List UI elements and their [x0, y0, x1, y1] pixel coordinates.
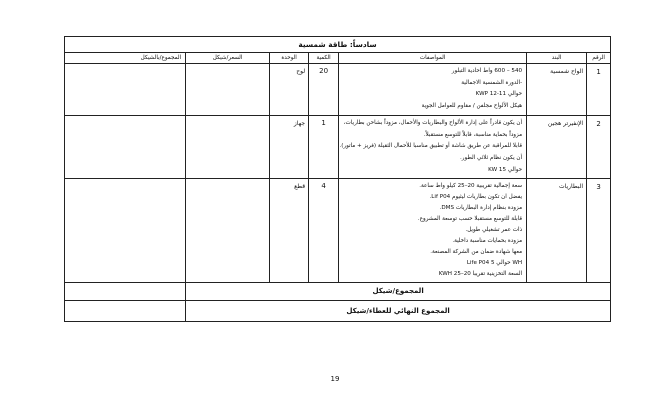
row-unit: قطع — [270, 179, 309, 283]
row-item: البطاريات — [527, 179, 587, 283]
row-unit: جهاز — [270, 115, 309, 179]
spec-line: هيكل الألواح مجلفن / مقاوم للعوامل الجوية — [421, 103, 523, 110]
row-number: 1 — [587, 64, 611, 116]
table-row — [65, 64, 611, 116]
spec-line: قابلة للتوسع مستقبلا حسب توسعة المشروع. — [417, 216, 523, 223]
grand-total-value — [65, 301, 186, 322]
header-qty: الكمية — [309, 53, 339, 64]
spec-line: حوالي 11-12 KWP — [475, 91, 523, 98]
header-unit: الوحدة — [270, 53, 309, 64]
spec-line: أن يكون نظام ثلاثي الطور. — [460, 154, 523, 161]
table-row — [65, 115, 611, 179]
row-item: الإنفيرتر هجين — [527, 115, 587, 179]
row-qty: 1 — [309, 115, 339, 179]
row-price — [186, 179, 270, 283]
header-item: البند — [527, 53, 587, 64]
row-price — [186, 115, 270, 179]
row-qty: 20 — [309, 64, 339, 116]
spec-line: مزودة بنظام إدارة البطاريات DMS. — [439, 205, 523, 212]
spec-line: السعة التخزينية تقريبا 20–25 KWH — [438, 271, 523, 278]
row-qty: 4 — [309, 179, 339, 283]
spec-line: سعة إجمالية تقريبية 20–25 كيلو واط ساعة. — [419, 183, 523, 190]
row-unit: لوح — [270, 64, 309, 116]
spec-line: أن يكون قادراً على إدارة الألواح والبطاريات والأحمال، مزوداً بشاحن بطاريات، — [343, 119, 523, 126]
subtotal-value — [65, 283, 186, 301]
spec-line: قابلا للمراقبة عن طريق شاشة أو تطبيق مناسبا للأحمال الثقيلة (فريز + ماتور). — [339, 143, 523, 150]
row-total — [65, 64, 186, 116]
row-total — [65, 179, 186, 283]
row-item: الواح شمسية — [527, 64, 587, 116]
header-row — [65, 53, 611, 64]
spec-line: حوالي 15 KW — [488, 166, 523, 173]
page-number: 19 — [330, 375, 340, 383]
spec-line: يفضل ان تكون بطاريات ليثيوم Lif P04. — [429, 194, 523, 201]
section-title: سادساً: طاقة شمسية — [65, 37, 611, 53]
row-number: 2 — [587, 115, 611, 179]
row-price — [186, 64, 270, 116]
grand-total-label: المجموع النهائي للعطاء/شيكل — [186, 301, 611, 322]
table-row — [65, 179, 611, 283]
row-total — [65, 115, 186, 179]
subtotal-label: المجموع/شيكل — [186, 283, 611, 301]
row-specs — [339, 179, 527, 283]
grand-total-row — [65, 301, 611, 322]
row-specs — [339, 64, 527, 116]
spec-line: 540 – 600 واط احادية التبلور — [451, 68, 523, 74]
header-total: المجموع/بالشيكل — [65, 53, 186, 64]
row-specs — [339, 115, 527, 179]
row-number: 3 — [587, 179, 611, 283]
header-specs: المواصفات — [339, 53, 527, 64]
spec-line: مزوداً بحماية مناسبة، قابلاً للتوسع مستقبلاً. — [423, 131, 523, 138]
header-no: الرقم — [587, 53, 611, 64]
header-price: السعر/شيكل — [186, 53, 270, 64]
spec-line: معها شهادة ضمان من الشركة المصنعة. — [430, 249, 523, 256]
spec-line: WH حوالي 5 Life P04 — [466, 260, 523, 267]
spec-line: -الدورة الشمسية الاجمالية — [461, 79, 523, 86]
subtotal-row — [65, 283, 611, 301]
bill-of-quantities-table — [64, 36, 611, 322]
spec-line: مزودة بحمايات مناسبة داخلية. — [452, 238, 523, 245]
spec-line: ذات عمر تشغيلي طويل. — [465, 227, 523, 234]
